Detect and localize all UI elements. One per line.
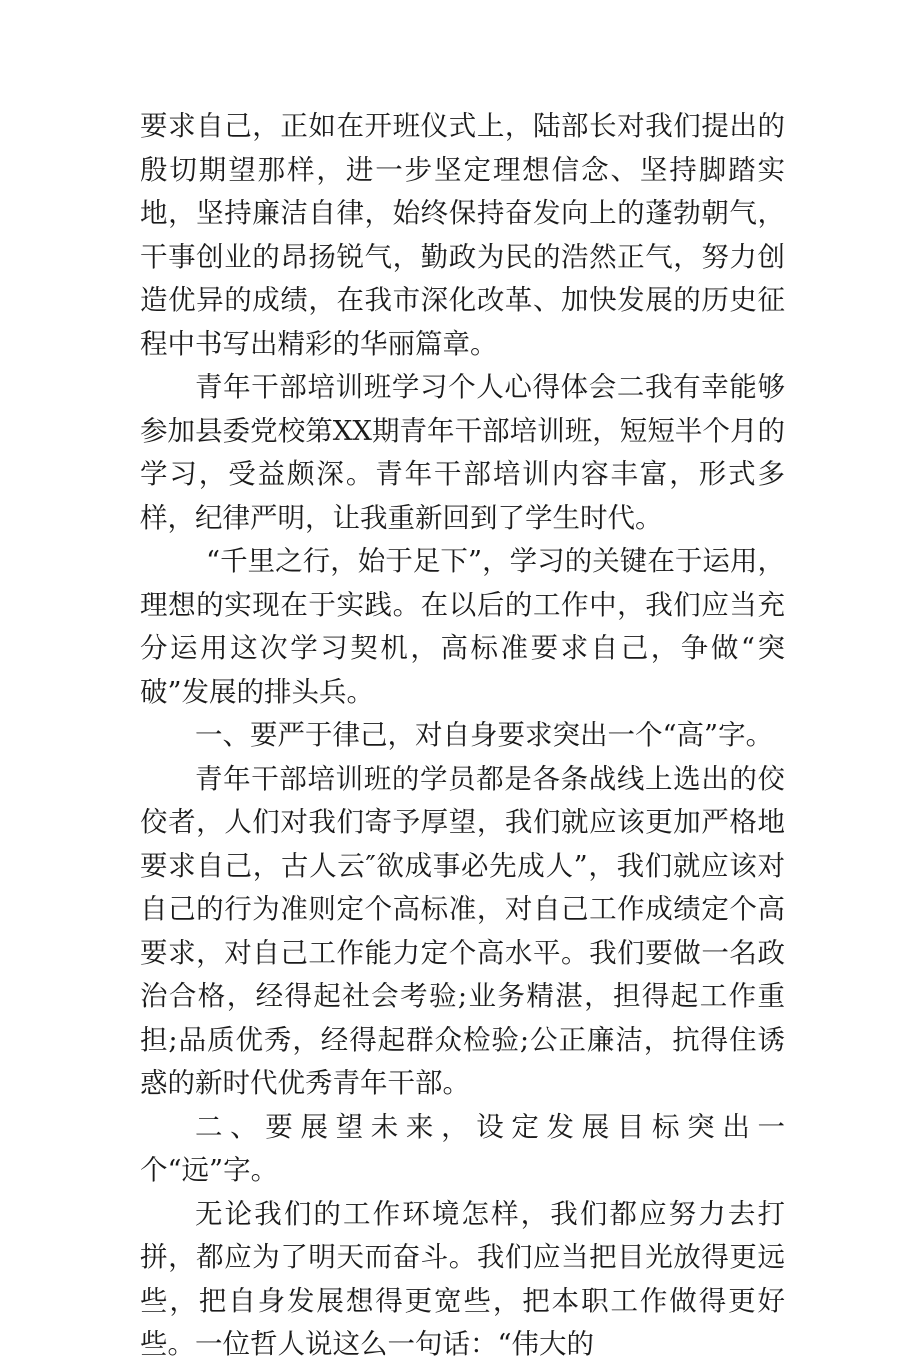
section-heading-2: 二、要展望未来，设定发展目标突出一个“远”字。 <box>140 1110 785 1186</box>
document-body <box>140 105 785 1367</box>
paragraph-section-2: 无论我们的工作环境怎样，我们都应努力去打拼，都应为了明天而奋斗。我们应当把目光放得更远些，把自身发展想得更宽些，把本职工作做得更好些。一位哲人说这么一句话：“伟大的 <box>140 1197 785 1360</box>
paragraph-section-1: 青年干部培训班的学员都是各条战线上选出的佼佼者，人们对我们寄予厚望，我们就应该更加严格地要求自己，古人云″欲成事必先成人”，我们就应该对自己的行为准则定个高标准，对自己工作成绩定个高要求，对自己工作能力定个高水平。我们要做一名政治合格，经得起社会考验;业务精湛，担得起工作重担;品质优秀，经得起群众检验;公正廉洁，抗得住诱惑的新时代优秀青年干部。 <box>140 762 785 1099</box>
paragraph-quote: “千里之行，始于足下”，学习的关键在于运用，理想的实现在于实践。在以后的工作中，我们应当充分运用这次学习契机，高标准要求自己，争做“突破”发展的排头兵。 <box>140 545 785 708</box>
paragraph-intro: 青年干部培训班学习个人心得体会二我有幸能够参加县委党校第XX期青年干部培训班，短短半个月的学习，受益颇深。青年干部培训内容丰富，形式多样，纪律严明，让我重新回到了学生时代。 <box>140 371 785 534</box>
paragraph-continuation: 要求自己，正如在开班仪式上，陆部长对我们提出的殷切期望那样，进一步坚定理想信念、坚持脚踏实地，坚持廉洁自律，始终保持奋发向上的蓬勃朝气，干事创业的昂扬锐气，勤政为民的浩然正气，努力创造优异的成绩，在我市深化改革、加快发展的历史征程中书写出精彩的华丽篇章。 <box>140 110 785 360</box>
section-heading-1: 一、要严于律己，对自身要求突出一个“高”字。 <box>195 719 774 751</box>
